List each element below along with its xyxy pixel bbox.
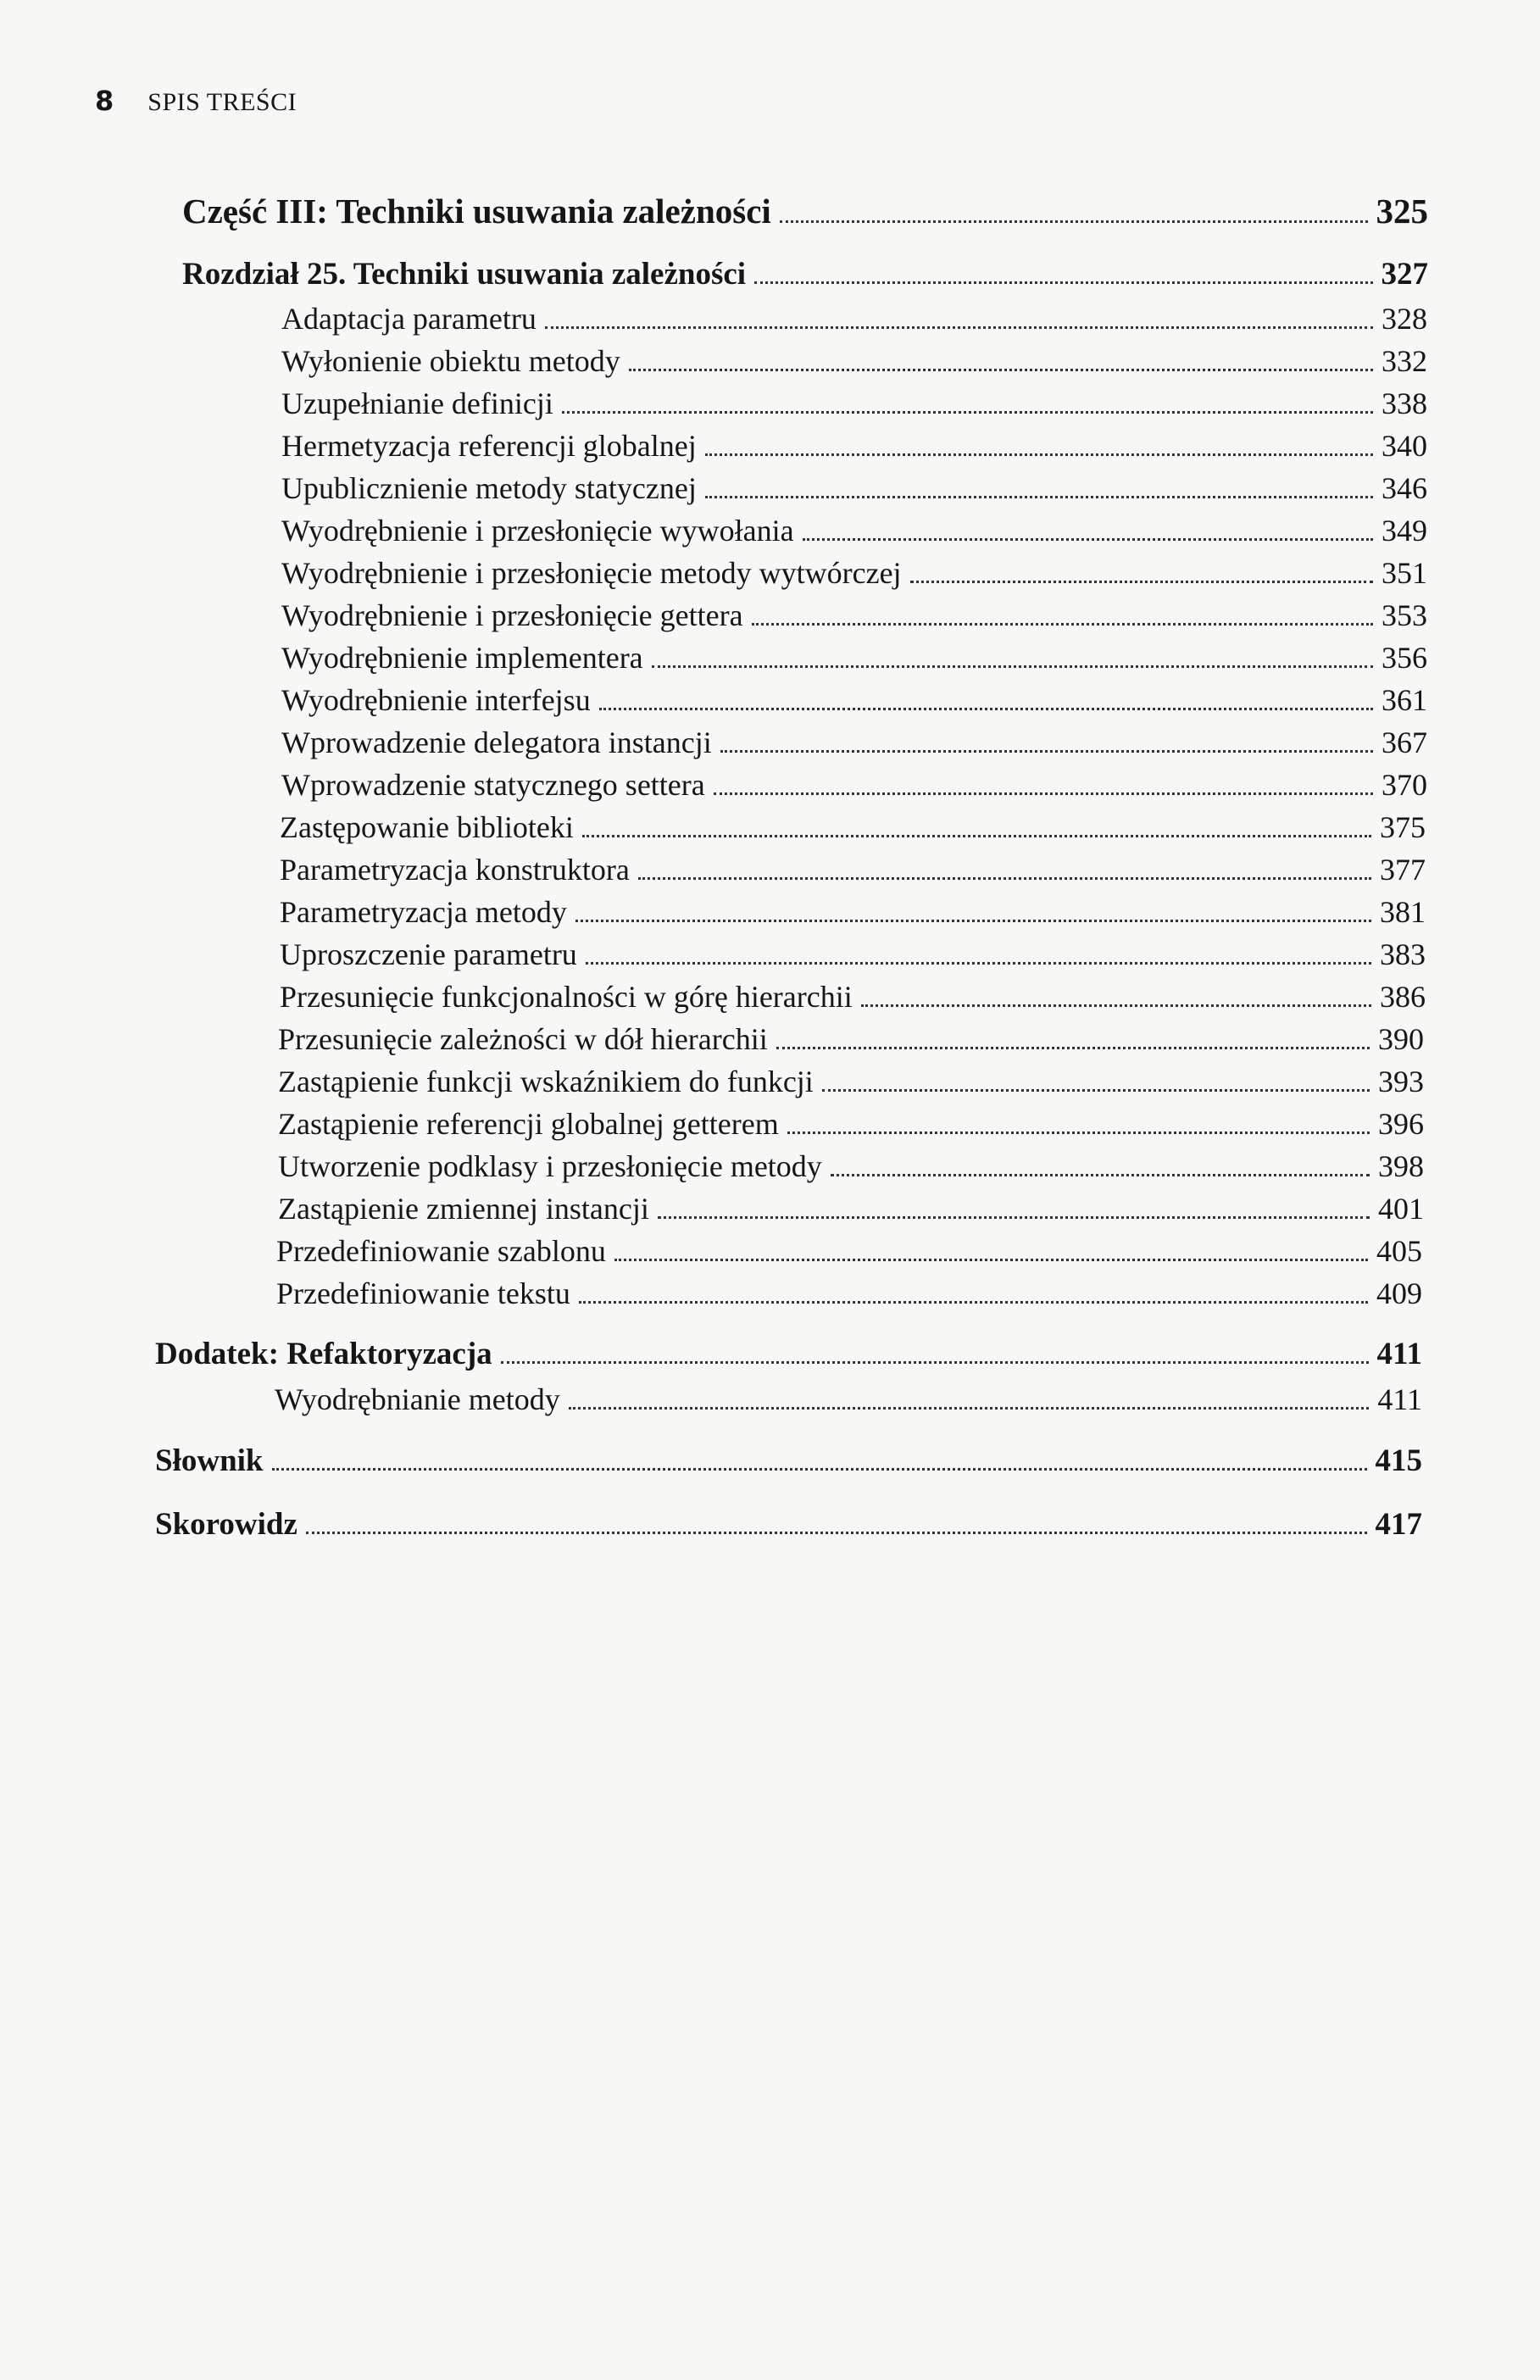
toc-entry-page: 411 xyxy=(1376,1337,1422,1371)
dot-leader xyxy=(306,1532,1367,1534)
toc-entry-title: Wyodrębnienie interfejsu xyxy=(281,683,591,717)
toc-section-entry[interactable] xyxy=(281,682,1427,718)
toc-entry-page: 386 xyxy=(1380,980,1426,1014)
toc-section-entry[interactable] xyxy=(281,301,1427,336)
toc-entry-page: 393 xyxy=(1378,1065,1424,1098)
toc-chapter-entry[interactable] xyxy=(182,256,1428,292)
dot-leader xyxy=(569,1407,1370,1410)
page-number: 8 xyxy=(95,85,114,117)
toc-entry-title: Dodatek: Refaktoryzacja xyxy=(155,1337,492,1371)
toc-section-entry[interactable] xyxy=(281,343,1427,379)
toc-entry-title: Przedefiniowanie tekstu xyxy=(276,1276,570,1310)
dot-leader xyxy=(545,326,1373,329)
toc-entry-page: 327 xyxy=(1381,257,1428,292)
toc-entry-title: Wyodrębnienie i przesłonięcie gettera xyxy=(281,598,743,632)
dot-leader xyxy=(714,792,1373,795)
toc-entry-title: Hermetyzacja referencji globalnej xyxy=(281,429,697,463)
toc-entry-title: Słownik xyxy=(155,1443,264,1478)
toc-entry-title: Parametryzacja konstruktora xyxy=(280,853,630,887)
toc-section-entry[interactable] xyxy=(280,809,1426,845)
dot-leader xyxy=(787,1132,1370,1134)
toc-section-entry[interactable] xyxy=(280,979,1426,1015)
toc-entry-page: 356 xyxy=(1382,641,1427,675)
dot-leader xyxy=(754,281,1372,284)
toc-entry-title: Skorowidz xyxy=(155,1507,297,1542)
toc-entry-page: 370 xyxy=(1382,768,1427,802)
toc-entry-title: Zastępowanie biblioteki xyxy=(280,810,574,844)
toc-entry-page: 340 xyxy=(1382,429,1427,463)
toc-entry-page: 332 xyxy=(1382,344,1427,378)
dot-leader xyxy=(501,1361,1369,1364)
toc-entry-page: 401 xyxy=(1378,1192,1424,1226)
dot-leader xyxy=(582,835,1371,837)
toc-section-entry[interactable] xyxy=(275,1382,1422,1417)
dot-leader xyxy=(652,665,1373,668)
dot-leader xyxy=(575,920,1371,922)
dot-leader xyxy=(705,496,1373,498)
page-header xyxy=(95,85,297,117)
toc-entry-title: Adaptacja parametru xyxy=(281,302,536,336)
toc-entry-page: 349 xyxy=(1382,514,1427,548)
toc-glossary-entry[interactable] xyxy=(155,1443,1422,1479)
toc-section-entry[interactable] xyxy=(281,470,1427,506)
toc-section-entry[interactable] xyxy=(281,767,1427,803)
toc-entry-title: Wyodrębnienie i przesłonięcie wywołania xyxy=(281,514,794,548)
toc-entry-page: 367 xyxy=(1382,726,1427,759)
toc-entry-title: Część III: Techniki usuwania zależności xyxy=(182,192,771,231)
dot-leader xyxy=(822,1089,1370,1092)
dot-leader xyxy=(910,581,1373,583)
toc-entry-title: Zastąpienie funkcji wskaźnikiem do funkcji xyxy=(278,1065,814,1098)
toc-entry-title: Zastąpienie referencji globalnej getterem xyxy=(278,1107,779,1141)
dot-leader xyxy=(780,220,1368,223)
dot-leader xyxy=(752,623,1373,626)
toc-section-entry[interactable] xyxy=(280,937,1426,972)
toc-entry-title: Wyłonienie obiektu metody xyxy=(281,344,620,378)
dot-leader xyxy=(586,962,1371,965)
toc-section-entry[interactable] xyxy=(276,1276,1422,1311)
dot-leader xyxy=(579,1301,1368,1304)
toc-entry-title: Wprowadzenie delegatora instancji xyxy=(281,726,712,759)
toc-entry-title: Utworzenie podklasy i przesłonięcie metody xyxy=(278,1149,822,1183)
dot-leader xyxy=(614,1259,1368,1261)
toc-section-entry[interactable] xyxy=(281,725,1427,760)
toc-section-entry[interactable] xyxy=(278,1191,1424,1226)
toc-entry-page: 346 xyxy=(1382,471,1427,505)
toc-section-entry[interactable] xyxy=(278,1064,1424,1099)
dot-leader xyxy=(272,1468,1367,1471)
dot-leader xyxy=(705,453,1373,456)
toc-section-entry[interactable] xyxy=(281,555,1427,591)
toc-section-entry[interactable] xyxy=(278,1021,1424,1057)
toc-entry-title: Uzupełnianie definicji xyxy=(281,386,553,420)
toc-entry-page: 409 xyxy=(1376,1276,1422,1310)
toc-index-entry[interactable] xyxy=(155,1506,1422,1543)
toc-section-entry[interactable] xyxy=(278,1148,1424,1184)
toc-entry-page: 396 xyxy=(1378,1107,1424,1141)
toc-entry-title: Parametryzacja metody xyxy=(280,895,567,929)
toc-entry-title: Rozdział 25. Techniki usuwania zależności xyxy=(182,257,747,292)
dot-leader xyxy=(861,1004,1371,1007)
toc-entry-page: 417 xyxy=(1375,1507,1422,1542)
toc-section-entry[interactable] xyxy=(281,513,1427,548)
toc-entry-page: 390 xyxy=(1378,1022,1424,1056)
toc-entry-title: Przesunięcie zależności w dół hierarchii xyxy=(278,1022,768,1056)
toc-entry-page: 411 xyxy=(1377,1382,1422,1416)
toc-entry-page: 381 xyxy=(1380,895,1426,929)
toc-part-entry[interactable] xyxy=(182,191,1428,231)
dot-leader xyxy=(720,750,1373,753)
toc-entry-title: Wyodrębnianie metody xyxy=(275,1382,560,1416)
toc-entry-title: Wprowadzenie statycznego settera xyxy=(281,768,705,802)
toc-entry-page: 375 xyxy=(1380,810,1426,844)
toc-entry-page: 328 xyxy=(1382,302,1427,336)
toc-section-entry[interactable] xyxy=(278,1106,1424,1142)
toc-entry-title: Przedefiniowanie szablonu xyxy=(276,1234,606,1268)
toc-entry-title: Zastąpienie zmiennej instancji xyxy=(278,1192,649,1226)
dot-leader xyxy=(629,369,1373,371)
dot-leader xyxy=(638,877,1371,880)
toc-entry-title: Przesunięcie funkcjonalności w górę hierarchii xyxy=(280,980,853,1014)
toc-entry-title: Wyodrębnienie i przesłonięcie metody wytwórczej xyxy=(281,556,902,590)
toc-section-entry[interactable] xyxy=(280,894,1426,930)
toc-entry-page: 325 xyxy=(1376,192,1428,231)
dot-leader xyxy=(562,411,1373,414)
toc-entry-title: Uproszczenie parametru xyxy=(280,937,577,971)
toc-section-entry[interactable] xyxy=(280,852,1426,887)
toc-entry-page: 405 xyxy=(1376,1234,1422,1268)
toc-section-entry[interactable] xyxy=(276,1233,1422,1269)
toc-section-entry[interactable] xyxy=(281,640,1427,676)
toc-section-entry[interactable] xyxy=(281,598,1427,633)
toc-entry-page: 415 xyxy=(1375,1443,1422,1478)
toc-section-entry[interactable] xyxy=(281,386,1427,421)
toc-section-entry[interactable] xyxy=(281,428,1427,464)
toc-entry-page: 398 xyxy=(1378,1149,1424,1183)
toc-entry-title: Upublicznienie metody statycznej xyxy=(281,471,697,505)
dot-leader xyxy=(658,1216,1370,1219)
dot-leader xyxy=(599,708,1373,710)
dot-leader xyxy=(776,1047,1370,1049)
toc-entry-page: 377 xyxy=(1380,853,1426,887)
toc-entry-page: 351 xyxy=(1382,556,1427,590)
toc-entry-title: Wyodrębnienie implementera xyxy=(281,641,643,675)
toc-entry-page: 361 xyxy=(1382,683,1427,717)
toc-entry-page: 353 xyxy=(1382,598,1427,632)
dot-leader xyxy=(803,538,1373,541)
toc-entry-page: 338 xyxy=(1382,386,1427,420)
toc-appendix-entry[interactable] xyxy=(155,1336,1422,1372)
toc-entry-page: 383 xyxy=(1380,937,1426,971)
running-head: SPIS TREŚCI xyxy=(147,88,297,116)
dot-leader xyxy=(831,1174,1370,1176)
